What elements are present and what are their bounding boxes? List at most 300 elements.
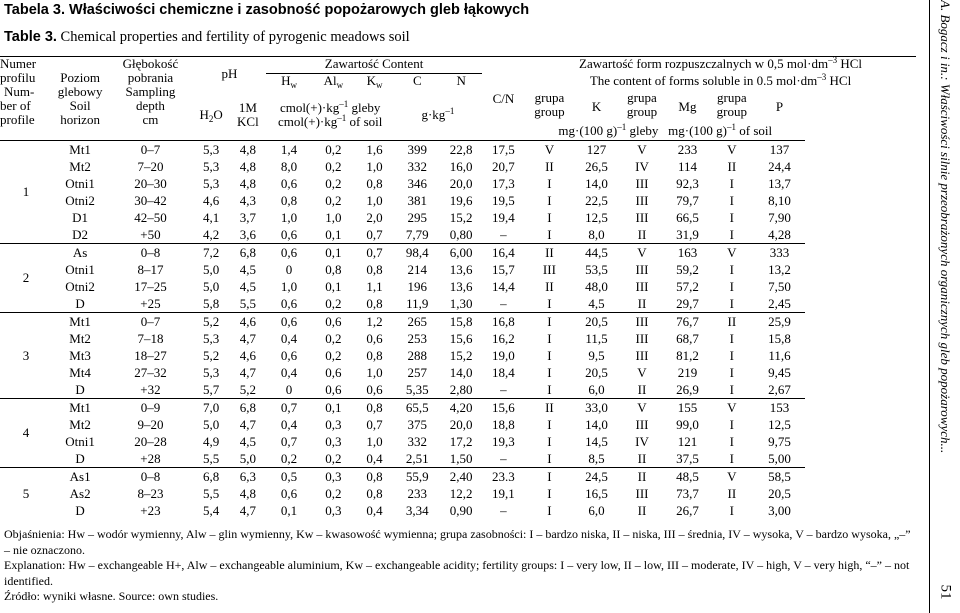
cell-horizon: D1 <box>72 209 89 225</box>
header-soluble-forms-en: The content of forms soluble in 0.5 $mol\cdot dm^{-3}$ HCl <box>589 71 852 88</box>
cell-horizon: Mt4 <box>69 364 91 380</box>
cell-mg: 99,0 <box>676 416 699 432</box>
cell-mg: 92,3 <box>676 175 699 191</box>
cell-horizon: D <box>75 450 85 466</box>
cell-cn: – <box>500 295 507 311</box>
cell-alw: 1,0 <box>325 209 342 225</box>
cell-alw: 0,2 <box>325 295 342 311</box>
cell-mg: 155 <box>665 399 710 417</box>
table-row <box>0 416 916 433</box>
cell-hw: 1,4 <box>280 141 298 157</box>
cell-depth: 9–20 <box>137 416 164 432</box>
table-header <box>0 57 916 141</box>
table-title-english <box>4 29 410 46</box>
cell-cn: 19,3 <box>492 433 515 449</box>
cell-k: 14,0 <box>585 175 608 191</box>
cell-kw: 0,7 <box>366 226 383 242</box>
cell-p: 11,6 <box>768 347 791 363</box>
cell-c: 5,35 <box>405 381 429 397</box>
cell-n: 15,2 <box>449 209 473 225</box>
cell-mg: 59,2 <box>676 261 699 277</box>
cell-group-k: I <box>547 295 552 311</box>
cell-p: 25,9 <box>753 313 805 331</box>
cell-n: 6,00 <box>441 244 482 262</box>
cell-group-mg: V <box>619 244 664 262</box>
cell-ph-kcl: 4,5 <box>239 278 257 294</box>
cell-mg: 57,2 <box>676 278 699 294</box>
cell-c: 233 <box>407 485 428 501</box>
page-number: 51 <box>937 584 954 600</box>
cell-horizon: As2 <box>69 485 91 501</box>
cell-c: 253 <box>407 330 428 346</box>
cell-mg: 163 <box>665 244 710 262</box>
cell-ph-h2o: 5,0 <box>202 278 220 294</box>
cell-k: 127 <box>586 141 607 157</box>
header-unit-gkg: $g\cdot kg^{-1}$ <box>394 91 482 141</box>
cell-horizon: Mt2 <box>69 416 91 432</box>
cell-ph-h2o: 5,8 <box>202 295 220 311</box>
cell-horizon: Otni2 <box>65 192 95 208</box>
cell-depth: 0–7 <box>108 313 192 331</box>
cell-p: 24,4 <box>768 158 791 174</box>
cell-c: 375 <box>407 416 428 432</box>
cell-horizon: D <box>75 295 85 311</box>
cell-ph-h2o: 5,3 <box>202 364 220 380</box>
cell-ph-h2o: 6,8 <box>193 468 230 486</box>
cell-horizon: Otni1 <box>65 261 95 277</box>
cell-depth: +23 <box>140 502 161 518</box>
cell-group-k: I <box>525 313 574 331</box>
cell-group-mg: III <box>635 347 649 363</box>
cell-group-k: I <box>547 485 552 501</box>
cell-k: 44,5 <box>574 244 619 262</box>
cell-k: 14,0 <box>585 416 608 432</box>
cell-ph-h2o: 5,4 <box>202 502 220 518</box>
cell-group-mg: IV <box>635 433 649 449</box>
header-soluble-forms-pl: Zawartość form rozpuszczalnych w 0,5 $mol\cdot dm^{-3}$ HCl <box>525 57 916 74</box>
cell-depth: 8–23 <box>137 485 164 501</box>
cell-group-k: II <box>545 158 554 174</box>
cell-kw: 2,0 <box>366 209 383 225</box>
cell-group-p: II <box>727 485 737 501</box>
cell-p: 5,00 <box>768 450 791 466</box>
table-row <box>0 244 916 262</box>
header-unit-mg100g: mg·(100 g)$^{-1}$ gleby mg·(100 g)$^{-1}$ of soil <box>525 124 805 141</box>
cell-p: 2,67 <box>768 381 791 397</box>
cell-ph-h2o: 4,9 <box>202 433 220 449</box>
cell-mg: 76,7 <box>665 313 710 331</box>
cell-horizon: Otni2 <box>65 278 95 294</box>
cell-cn: 16,8 <box>482 313 525 331</box>
cell-depth: 27–32 <box>134 364 167 380</box>
header-ph: pH <box>193 57 267 91</box>
cell-depth: 42–50 <box>134 209 167 225</box>
cell-kw: 0,8 <box>366 175 383 191</box>
cell-hw: 1,0 <box>280 209 298 225</box>
table-title-english-text: Chemical properties and fertility of pyrogenic meadows soil <box>56 29 410 45</box>
cell-c: 399 <box>407 141 428 157</box>
cell-p: 2,45 <box>768 295 791 311</box>
cell-group-k: I <box>525 468 574 486</box>
cell-ph-kcl: 5,0 <box>239 450 257 466</box>
cell-mg: 37,5 <box>676 450 699 466</box>
cell-hw: 0,7 <box>280 433 298 449</box>
cell-group-k: I <box>547 450 552 466</box>
notes-polish: Objaśnienia: Hw – wodór wymienny, Alw – glin wymienny, Kw – kwasowość wymienna; grupa zasobności: I – bardzo niska, II – niska, III – średnia, IV – wysoka, V – bardzo wysoka, „–” – nie oznaczono. <box>4 527 911 557</box>
table-row <box>0 433 916 450</box>
cell-kw: 1,0 <box>366 433 383 449</box>
cell-group-mg: III <box>635 192 649 208</box>
cell-horizon: Mt2 <box>69 330 91 346</box>
header-sampling-depth: Głębokość pobrania Sampling depth cm <box>108 57 192 141</box>
table-row <box>0 158 916 175</box>
cell-group-p: I <box>729 381 734 397</box>
cell-ph-h2o: 4,1 <box>202 209 220 225</box>
cell-c: 381 <box>407 192 428 208</box>
cell-group-mg: V <box>637 141 647 157</box>
cell-alw: 0,2 <box>325 485 342 501</box>
cell-alw: 0,2 <box>325 450 342 466</box>
cell-kw: 0,6 <box>366 330 383 346</box>
cell-cn: 18,8 <box>492 416 515 432</box>
cell-ph-kcl: 4,8 <box>239 175 257 191</box>
cell-depth: 18–27 <box>134 347 167 363</box>
cell-hw: 0,2 <box>280 450 298 466</box>
cell-group-k: II <box>545 278 554 294</box>
cell-group-p: I <box>729 261 734 277</box>
cell-k: 24,5 <box>574 468 619 486</box>
cell-c: 196 <box>407 278 428 294</box>
cell-group-p: V <box>710 244 753 262</box>
cell-group-mg: III <box>619 313 664 331</box>
cell-ph-kcl: 6,8 <box>229 244 266 262</box>
notes-english: Explanation: Hw – exchangeable H+, Alw – exchangeable aluminium, Kw – exchangeable acidity; fertility groups: I – very low, II – low, III – moderate, IV – high, V – very high, “–” – not identified. <box>4 558 910 588</box>
cell-group-k: I <box>547 175 552 191</box>
header-c: C <box>394 74 441 91</box>
cell-n: 20,0 <box>449 175 473 191</box>
cell-alw: 0,3 <box>325 502 342 518</box>
cell-horizon: Mt3 <box>69 347 91 363</box>
cell-group-k: II <box>525 244 574 262</box>
cell-n: 1,30 <box>449 295 473 311</box>
cell-p: 12,5 <box>768 416 791 432</box>
cell-group-p: I <box>729 364 734 380</box>
cell-hw: 0,7 <box>266 399 311 417</box>
cell-group-p: I <box>729 347 734 363</box>
cell-ph-h2o: 5,3 <box>202 330 220 346</box>
cell-alw: 0,8 <box>325 261 342 277</box>
cell-n: 19,6 <box>449 192 473 208</box>
cell-cn: 17,3 <box>492 175 515 191</box>
cell-cn: 16,4 <box>482 244 525 262</box>
cell-hw: 0,4 <box>280 330 298 346</box>
cell-mg: 81,2 <box>676 347 699 363</box>
cell-p: 20,5 <box>768 485 791 501</box>
profile-number-cell: 3 <box>0 313 52 399</box>
cell-k: 6,0 <box>588 502 605 518</box>
cell-n: 4,20 <box>441 399 482 417</box>
cell-mg: 233 <box>677 141 698 157</box>
cell-cn: – <box>500 226 507 242</box>
cell-n: 15,8 <box>441 313 482 331</box>
cell-group-k: III <box>542 261 556 277</box>
cell-group-p: II <box>710 313 753 331</box>
cell-ph-kcl: 6,8 <box>229 399 266 417</box>
cell-hw: 0,4 <box>280 364 298 380</box>
cell-mg: 26,7 <box>676 502 699 518</box>
cell-hw: 0,6 <box>266 313 311 331</box>
cell-mg: 29,7 <box>676 295 699 311</box>
cell-n: 14,0 <box>449 364 473 380</box>
table-body <box>0 141 916 520</box>
cell-p: 13,7 <box>768 175 791 191</box>
cell-c: 265 <box>394 313 441 331</box>
cell-hw: 0,6 <box>280 295 298 311</box>
cell-ph-h2o: 5,3 <box>202 158 220 174</box>
running-header: A. Bogacz i in.: Właściwości silnie przeobrażonych organicznych gleb popożarowych... <box>938 0 953 454</box>
cell-mg: 121 <box>677 433 698 449</box>
table-row <box>0 192 916 209</box>
cell-alw: 0,2 <box>325 158 342 174</box>
cell-horizon: As1 <box>52 468 108 486</box>
cell-group-mg: III <box>635 278 649 294</box>
cell-cn: 19,0 <box>492 347 515 363</box>
cell-n: 15,6 <box>449 330 473 346</box>
cell-group-k: I <box>547 192 552 208</box>
cell-alw: 0,1 <box>312 244 355 262</box>
cell-ph-h2o: 5,5 <box>202 450 220 466</box>
cell-group-mg: III <box>635 209 649 225</box>
cell-hw: 0,6 <box>266 244 311 262</box>
cell-kw: 1,6 <box>366 141 383 157</box>
header-kw: $K_w$ <box>355 74 394 91</box>
cell-k: 22,5 <box>585 192 608 208</box>
cell-n: 17,2 <box>449 433 473 449</box>
cell-mg: 66,5 <box>676 209 699 225</box>
header-alw: $Al_w$ <box>312 74 355 91</box>
cell-ph-kcl: 4,8 <box>239 141 257 157</box>
cell-ph-kcl: 4,5 <box>239 261 257 277</box>
table-row <box>0 175 916 192</box>
cell-k: 14,5 <box>585 433 608 449</box>
cell-group-p: I <box>729 295 734 311</box>
cell-group-mg: II <box>637 381 647 397</box>
cell-p: 9,75 <box>768 433 791 449</box>
cell-cn: 19,1 <box>492 485 515 501</box>
header-group-p: grupa group <box>716 89 747 119</box>
cell-depth: 0–7 <box>140 141 161 157</box>
table-row <box>0 313 916 331</box>
cell-cn: – <box>500 502 507 518</box>
cell-alw: 0,2 <box>325 192 342 208</box>
cell-c: 214 <box>407 261 428 277</box>
profile-number-cell: 4 <box>0 399 52 468</box>
cell-ph-h2o: 4,6 <box>202 192 220 208</box>
cell-alw: 0,1 <box>312 399 355 417</box>
cell-ph-h2o: 5,2 <box>202 347 220 363</box>
cell-alw: 0,2 <box>325 347 342 363</box>
cell-kw: 0,8 <box>355 399 394 417</box>
cell-depth: 30–42 <box>134 192 167 208</box>
table-row <box>0 226 916 244</box>
cell-group-k: I <box>547 416 552 432</box>
cell-n: 0,90 <box>449 502 473 518</box>
cell-group-p: I <box>729 433 734 449</box>
header-p: P <box>775 99 784 114</box>
cell-hw: 0,6 <box>280 485 298 501</box>
cell-horizon: Mt1 <box>69 141 91 157</box>
cell-alw: 0,2 <box>325 330 342 346</box>
cell-depth: 20–30 <box>134 175 167 191</box>
cell-c: 55,9 <box>394 468 441 486</box>
cell-c: 288 <box>407 347 428 363</box>
cell-group-k: V <box>544 141 555 157</box>
profile-number-cell: 5 <box>0 468 52 520</box>
cell-c: 2,51 <box>405 450 429 466</box>
cell-c: 98,4 <box>394 244 441 262</box>
cell-n: 13,6 <box>449 278 473 294</box>
cell-ph-kcl: 4,7 <box>239 364 257 380</box>
cell-k: 26,5 <box>585 158 608 174</box>
cell-horizon: D <box>75 502 85 518</box>
cell-p: 9,45 <box>768 364 791 380</box>
cell-hw: 0,6 <box>280 175 298 191</box>
header-h2o: $H_2O$ <box>193 91 230 141</box>
cell-n: 0,80 <box>449 226 473 242</box>
cell-ph-kcl: 4,7 <box>239 416 257 432</box>
cell-horizon: Otni1 <box>65 433 95 449</box>
cell-kw: 1,0 <box>366 158 383 174</box>
cell-c: 65,5 <box>394 399 441 417</box>
cell-kw: 0,8 <box>366 485 383 501</box>
cell-cn: – <box>500 381 507 397</box>
cell-group-k: I <box>547 502 552 518</box>
cell-kw: 0,8 <box>366 347 383 363</box>
table-row <box>0 209 916 226</box>
header-n: N <box>441 74 482 91</box>
header-k: K <box>591 99 602 114</box>
header-cn-ratio: C/N <box>482 57 525 141</box>
cell-depth: +32 <box>140 381 161 397</box>
cell-cn: 15,6 <box>482 399 525 417</box>
cell-group-k: I <box>547 364 552 380</box>
cell-cn: 18,4 <box>492 364 515 380</box>
cell-ph-kcl: 4,8 <box>239 158 257 174</box>
table-row <box>0 364 916 381</box>
cell-n: 13,6 <box>449 261 473 277</box>
cell-alw: 0,3 <box>325 416 342 432</box>
cell-kw: 0,8 <box>366 261 383 277</box>
cell-mg: 79,7 <box>676 192 699 208</box>
cell-ph-kcl: 4,6 <box>229 313 266 331</box>
cell-alw: 0,6 <box>325 364 342 380</box>
cell-ph-kcl: 3,7 <box>239 209 257 225</box>
cell-horizon: Mt1 <box>52 399 108 417</box>
cell-p: 15,8 <box>768 330 791 346</box>
cell-group-p: I <box>729 226 734 242</box>
cell-p: 7,90 <box>768 209 791 225</box>
cell-depth: +25 <box>140 295 161 311</box>
cell-group-k: I <box>547 433 552 449</box>
table-title-polish: Tabela 3. Właściwości chemiczne i zasobność popożarowych gleb łąkowych <box>4 2 530 18</box>
table-row <box>0 381 916 399</box>
cell-kw: 0,8 <box>355 468 394 486</box>
cell-cn: – <box>500 450 507 466</box>
table-notes <box>4 527 918 605</box>
cell-kw: 1,2 <box>355 313 394 331</box>
cell-ph-kcl: 3,6 <box>239 226 257 242</box>
cell-ph-h2o: 7,2 <box>193 244 230 262</box>
cell-c: 257 <box>407 364 428 380</box>
cell-mg: 26,9 <box>676 381 699 397</box>
cell-c: 7,79 <box>405 226 429 242</box>
cell-kw: 0,7 <box>355 244 394 262</box>
cell-group-k: I <box>547 330 552 346</box>
cell-group-k: II <box>525 399 574 417</box>
cell-alw: 0,6 <box>325 381 342 397</box>
cell-group-k: I <box>547 381 552 397</box>
table-row <box>0 399 916 417</box>
cell-hw: 1,0 <box>280 278 298 294</box>
cell-group-mg: IV <box>635 158 649 174</box>
cell-cn: 19,4 <box>492 209 515 225</box>
header-profile-number: Numer profilu Num- ber of profile <box>0 57 52 141</box>
cell-mg: 48,5 <box>665 468 710 486</box>
cell-kw: 0,7 <box>366 416 383 432</box>
table-row <box>0 141 916 159</box>
cell-ph-h2o: 5,3 <box>202 175 220 191</box>
cell-depth: 20–28 <box>134 433 167 449</box>
cell-alw: 0,2 <box>325 141 342 157</box>
cell-alw: 0,1 <box>325 278 342 294</box>
profile-number-cell: 1 <box>22 184 30 199</box>
cell-k: 20,5 <box>574 313 619 331</box>
cell-horizon: D2 <box>72 226 89 242</box>
cell-group-p: I <box>729 330 734 346</box>
header-group-k: grupa group <box>534 89 565 119</box>
header-unit-cmol: $cmol(+)\cdot kg^{-1}$ gleby $cmol(+)\cdot kg^{-1}$ of soil <box>266 91 394 141</box>
table-label: Table 3. <box>4 29 57 45</box>
cell-ph-h2o: 7,0 <box>193 399 230 417</box>
cell-hw: 0,6 <box>280 226 298 242</box>
cell-ph-kcl: 6,3 <box>229 468 266 486</box>
header-hw: $H_w$ <box>266 74 311 91</box>
cell-p: 153 <box>753 399 805 417</box>
cell-cn: 17,5 <box>492 141 515 157</box>
cell-p: 7,50 <box>768 278 791 294</box>
chemical-properties-table <box>0 56 916 519</box>
cell-depth: 0–8 <box>108 468 192 486</box>
cell-c: 295 <box>407 209 428 225</box>
cell-cn: 19,5 <box>492 192 515 208</box>
cell-kw: 0,6 <box>366 381 383 397</box>
cell-mg: 114 <box>677 158 697 174</box>
cell-p: 137 <box>769 141 790 157</box>
cell-group-mg: III <box>635 330 649 346</box>
cell-group-mg: III <box>635 485 649 501</box>
cell-group-mg: II <box>637 450 647 466</box>
cell-kw: 0,4 <box>366 502 383 518</box>
cell-k: 53,5 <box>585 261 608 277</box>
cell-alw: 0,3 <box>325 433 342 449</box>
cell-mg: 219 <box>677 364 698 380</box>
cell-group-p: I <box>729 192 734 208</box>
cell-horizon: Mt2 <box>69 158 91 174</box>
cell-group-p: V <box>710 399 753 417</box>
cell-p: 58,5 <box>753 468 805 486</box>
cell-ph-kcl: 5,2 <box>239 381 257 397</box>
cell-horizon: Mt1 <box>52 313 108 331</box>
